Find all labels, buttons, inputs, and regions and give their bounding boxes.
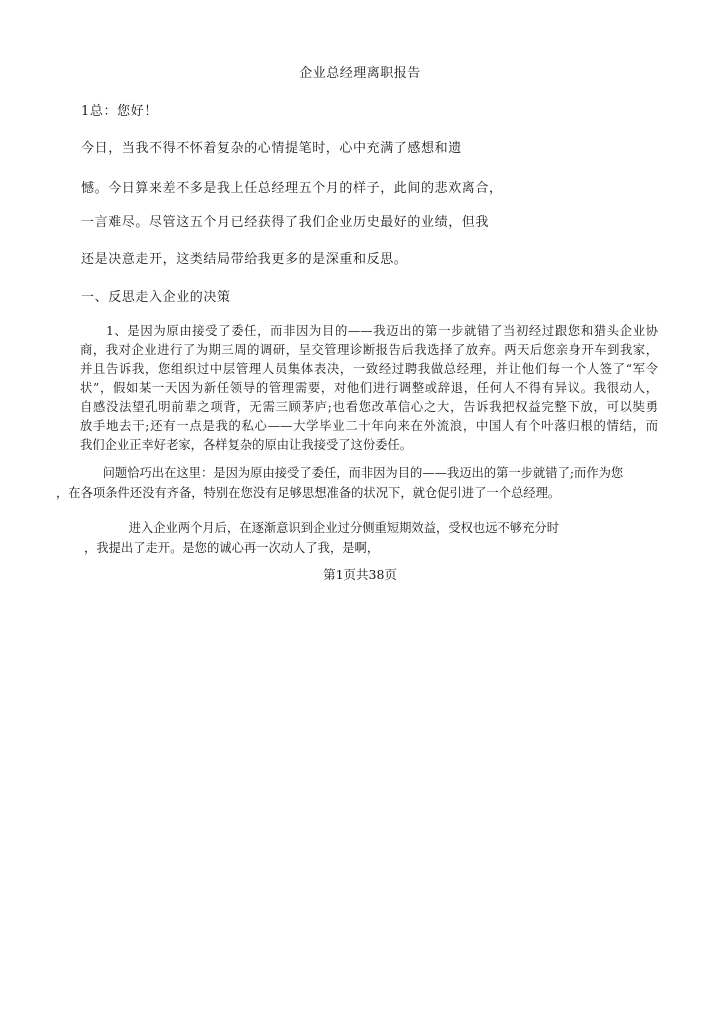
paragraph-line: ，在各项条件还没有齐备，特别在您没有足够思想准备的状况下，就仓促引进了一个总经理。 (56, 486, 561, 500)
intro-line: 今日，当我不得不怀着复杂的心情提笔时，心中充满了感想和遗 (81, 141, 462, 156)
paragraph-line: 并且告诉我，您组织过中层管理人员集体表决，一致经过聘我做总经理，并让他们每一个人签了“军令 (80, 362, 658, 376)
paragraph-line: 我们企业正幸好老家，各样复杂的原由让我接受了这份委任。 (80, 438, 413, 452)
paragraph-line: 问题恰巧出在这里：是因为原由接受了委任，而非因为目的——我迈出的第一步就错了;而作为您 (78, 466, 624, 480)
paragraph-1 (80, 322, 658, 455)
intro-line: 还是决意走开，这类结局带给我更多的是深重和反思。 (81, 252, 408, 267)
section-heading: 一、反思走入企业的决策 (81, 290, 231, 305)
paragraph-line: 1、是因为原由接受了委任，而非因为目的——我迈出的第一步就错了当初经过跟您和猎头企业协 (80, 324, 658, 338)
paragraph-line: 放手地去干;还有一点是我的私心——大学毕业二十年向来在外流浪，中国人有个叶落归根的情结，而 (80, 419, 658, 433)
paragraph-2 (56, 463, 660, 503)
paragraph-line: ，我提出了走开。是您的诚心再一次动人了我，是啊， (84, 541, 380, 555)
paragraph-line: 状”，假如某一天因为新任领导的管理需要，对他们进行调整或辞退，任何人不得有异议。我很动人， (80, 381, 658, 395)
paragraph-line: 商，我对企业进行了为期三周的调研，呈交管理诊断报告后我选择了放弃。两天后您亲身开车到我家， (80, 343, 658, 357)
paragraph-line: 进入企业两个月后，在逐渐意识到企业过分侧重短期效益，受权也远不够充分时 (104, 521, 559, 535)
intro-line: 憾。今日算来差不多是我上任总经理五个月的样子，此间的悲欢离合， (81, 181, 503, 196)
intro-line: 一言难尽。尽管这五个月已经获得了我们企业历史最好的业绩，但我 (81, 215, 490, 230)
paragraph-3 (84, 518, 559, 558)
page-number: 第1页共38页 (323, 567, 397, 582)
paragraph-line: 自感没法望孔明前辈之项背，无需三顾茅庐;也看您改革信心之大，告诉我把权益完整下放，可以奘勇 (80, 400, 658, 414)
document-title: 企业总经理离职报告 (299, 66, 421, 81)
salutation: 1总：您好！ (81, 104, 158, 119)
